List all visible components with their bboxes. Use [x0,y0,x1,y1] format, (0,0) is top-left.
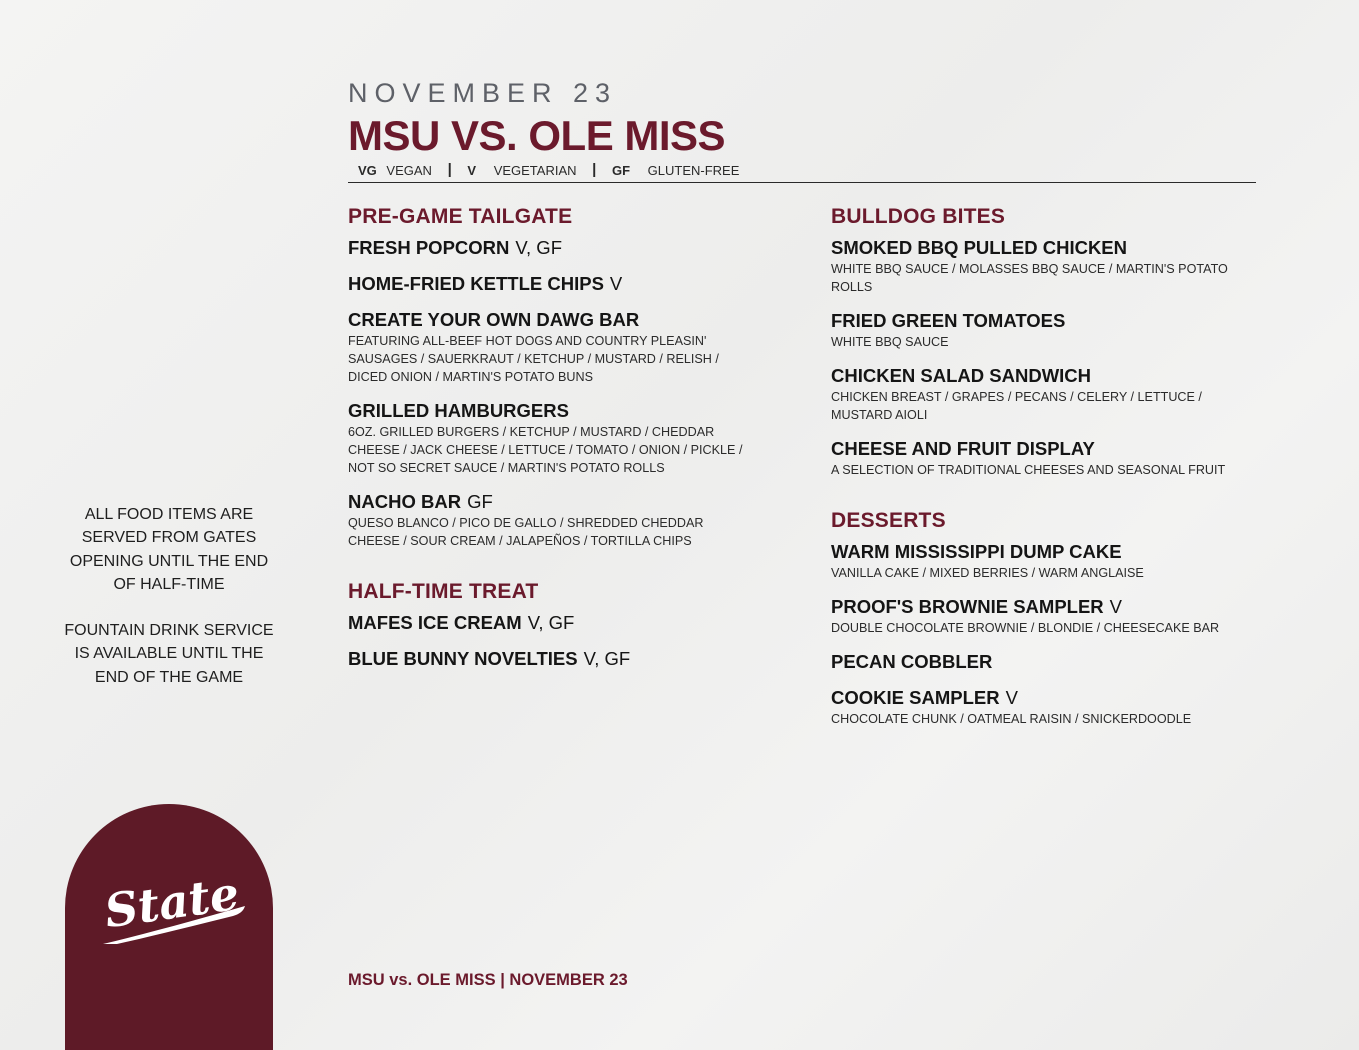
menu-item-name-line [831,310,1256,332]
logo-text: State [101,865,243,939]
menu-item-name-line [348,648,748,670]
state-logo-block [65,804,273,1050]
dietary-tag: V [609,273,623,294]
menu-column-left [348,205,748,696]
menu-item-description: WHITE BBQ SAUCE [831,335,949,349]
menu-item-name: CHICKEN SALAD SANDWICH [831,365,1092,386]
menu-item-description: WHITE BBQ SAUCE / MOLASSES BBQ SAUCE / MARTIN'S POTATO ROLLS [831,262,1228,294]
legend-code-gluten-free: GF [611,163,631,178]
legend-divider: | [447,161,452,178]
menu-item-name-line [348,491,748,513]
menu-item-name: COOKIE SAMPLER [831,687,1000,708]
footer-event-line: MSU vs. OLE MISS | NOVEMBER 23 [348,971,628,989]
menu-item-name-line [831,651,1256,673]
menu-item-name: SMOKED BBQ PULLED CHICKEN [831,237,1128,258]
dietary-tag: GF [467,491,493,512]
menu-item-name: CHEESE AND FRUIT DISPLAY [831,438,1095,459]
event-date: NOVEMBER 23 [348,78,618,108]
section-halftime [348,580,748,670]
menu-item-name-line [831,438,1256,460]
menu-item [348,237,748,259]
service-hours-note: ALL FOOD ITEMS ARE SERVED FROM GATES OPENING UNTIL THE END OF HALF-TIME [69,506,269,593]
dietary-tag: V [1005,687,1018,708]
menu-item-name: PECAN COBBLER [831,651,993,672]
menu-item-description: A SELECTION OF TRADITIONAL CHEESES AND SEASONAL FRUIT [831,463,1226,477]
menu-item-name: GRILLED HAMBURGERS [348,400,569,421]
dietary-legend [348,163,1256,183]
menu-item-name-line [831,365,1256,387]
menu-column-right [831,205,1256,754]
menu-item-description: QUESO BLANCO / PICO DE GALLO / SHREDDED CHEDDAR CHEESE / SOUR CREAM / JALAPEÑOS / TORTILLA CHIPS [348,516,704,548]
menu-item [831,237,1256,296]
menu-item [831,310,1256,351]
menu-item [348,612,748,634]
dietary-tag: V, GF [515,237,563,258]
legend-label-vegetarian: VEGETARIAN [493,163,577,178]
menu-item-description: FEATURING ALL-BEEF HOT DOGS AND COUNTRY PLEASIN' SAUSAGES / SAUERKRAUT / KETCHUP / MUSTARD / RELISH / DICED ONION / MARTIN'S POTATO BUNS [348,334,719,384]
state-logo [93,856,253,956]
menu-item-description: CHICKEN BREAST / GRAPES / PECANS / CELERY / LETTUCE / MUSTARD AIOLI [831,390,1202,422]
menu-item [348,273,748,295]
dietary-tag: V, GF [527,612,575,633]
menu-item-name-line [831,541,1256,563]
legend-divider: | [592,161,597,178]
menu-item-description: CHOCOLATE CHUNK / OATMEAL RAISIN / SNICKERDOODLE [831,712,1192,726]
section-bulldog-bites [831,205,1256,479]
menu-item-description: 6OZ. GRILLED BURGERS / KETCHUP / MUSTARD / CHEDDAR CHEESE / JACK CHEESE / LETTUCE / TOMATO / ONION / PICKLE / NOT SO SECRET SAUCE / MARTIN'S POTATO ROLLS [348,425,743,475]
dietary-tag: V, GF [583,648,631,669]
menu-item [831,596,1256,637]
menu-item-name-line [831,687,1256,709]
menu-item [348,309,748,386]
page-title: MSU VS. OLE MISS [348,112,726,159]
menu-item-name: BLUE BUNNY NOVELTIES [348,648,578,669]
menu-item-name: NACHO BAR [348,491,462,512]
legend-label-gluten-free: GLUTEN-FREE [647,163,740,178]
menu-item-name-line [348,237,748,259]
menu-item-description: DOUBLE CHOCOLATE BROWNIE / BLONDIE / CHEESECAKE BAR [831,621,1220,635]
section-pregame [348,205,748,550]
menu-item-name-line [348,612,748,634]
menu-item [348,491,748,550]
section-title: BULLDOG BITES [831,205,1006,228]
legend-label-vegan: VEGAN [386,163,432,178]
menu-item [348,400,748,477]
section-desserts [831,509,1256,728]
menu-item-description: VANILLA CAKE / MIXED BERRIES / WARM ANGLAISE [831,566,1144,580]
menu-item [831,438,1256,479]
menu-item [831,541,1256,582]
menu-item [831,687,1256,728]
menu-item-name: FRESH POPCORN [348,237,510,258]
menu-item [831,651,1256,673]
menu-item [831,365,1256,424]
legend-code-vegetarian: V [467,163,477,178]
menu-item-name-line [831,237,1256,259]
menu-item-name-line [348,400,748,422]
menu-item-name: WARM MISSISSIPPI DUMP CAKE [831,541,1122,562]
fountain-drink-note: FOUNTAIN DRINK SERVICE IS AVAILABLE UNTIL THE END OF THE GAME [64,622,274,686]
menu-item-name-line [348,309,748,331]
section-title: DESSERTS [831,509,946,532]
menu-item-name-line [831,596,1256,618]
dietary-tag: V [1109,596,1123,617]
menu-item-name: HOME-FRIED KETTLE CHIPS [348,273,604,294]
menu-item-name: CREATE YOUR OWN DAWG BAR [348,309,640,330]
menu-item-name: FRIED GREEN TOMATOES [831,310,1066,331]
menu-item-name: PROOF'S BROWNIE SAMPLER [831,596,1104,617]
menu-item-name-line [348,273,748,295]
menu-item-name: MAFES ICE CREAM [348,612,522,633]
menu-item [348,648,748,670]
section-title: HALF-TIME TREAT [348,580,539,603]
legend-code-vegan: VG [358,163,377,178]
section-title: PRE-GAME TAILGATE [348,205,573,228]
